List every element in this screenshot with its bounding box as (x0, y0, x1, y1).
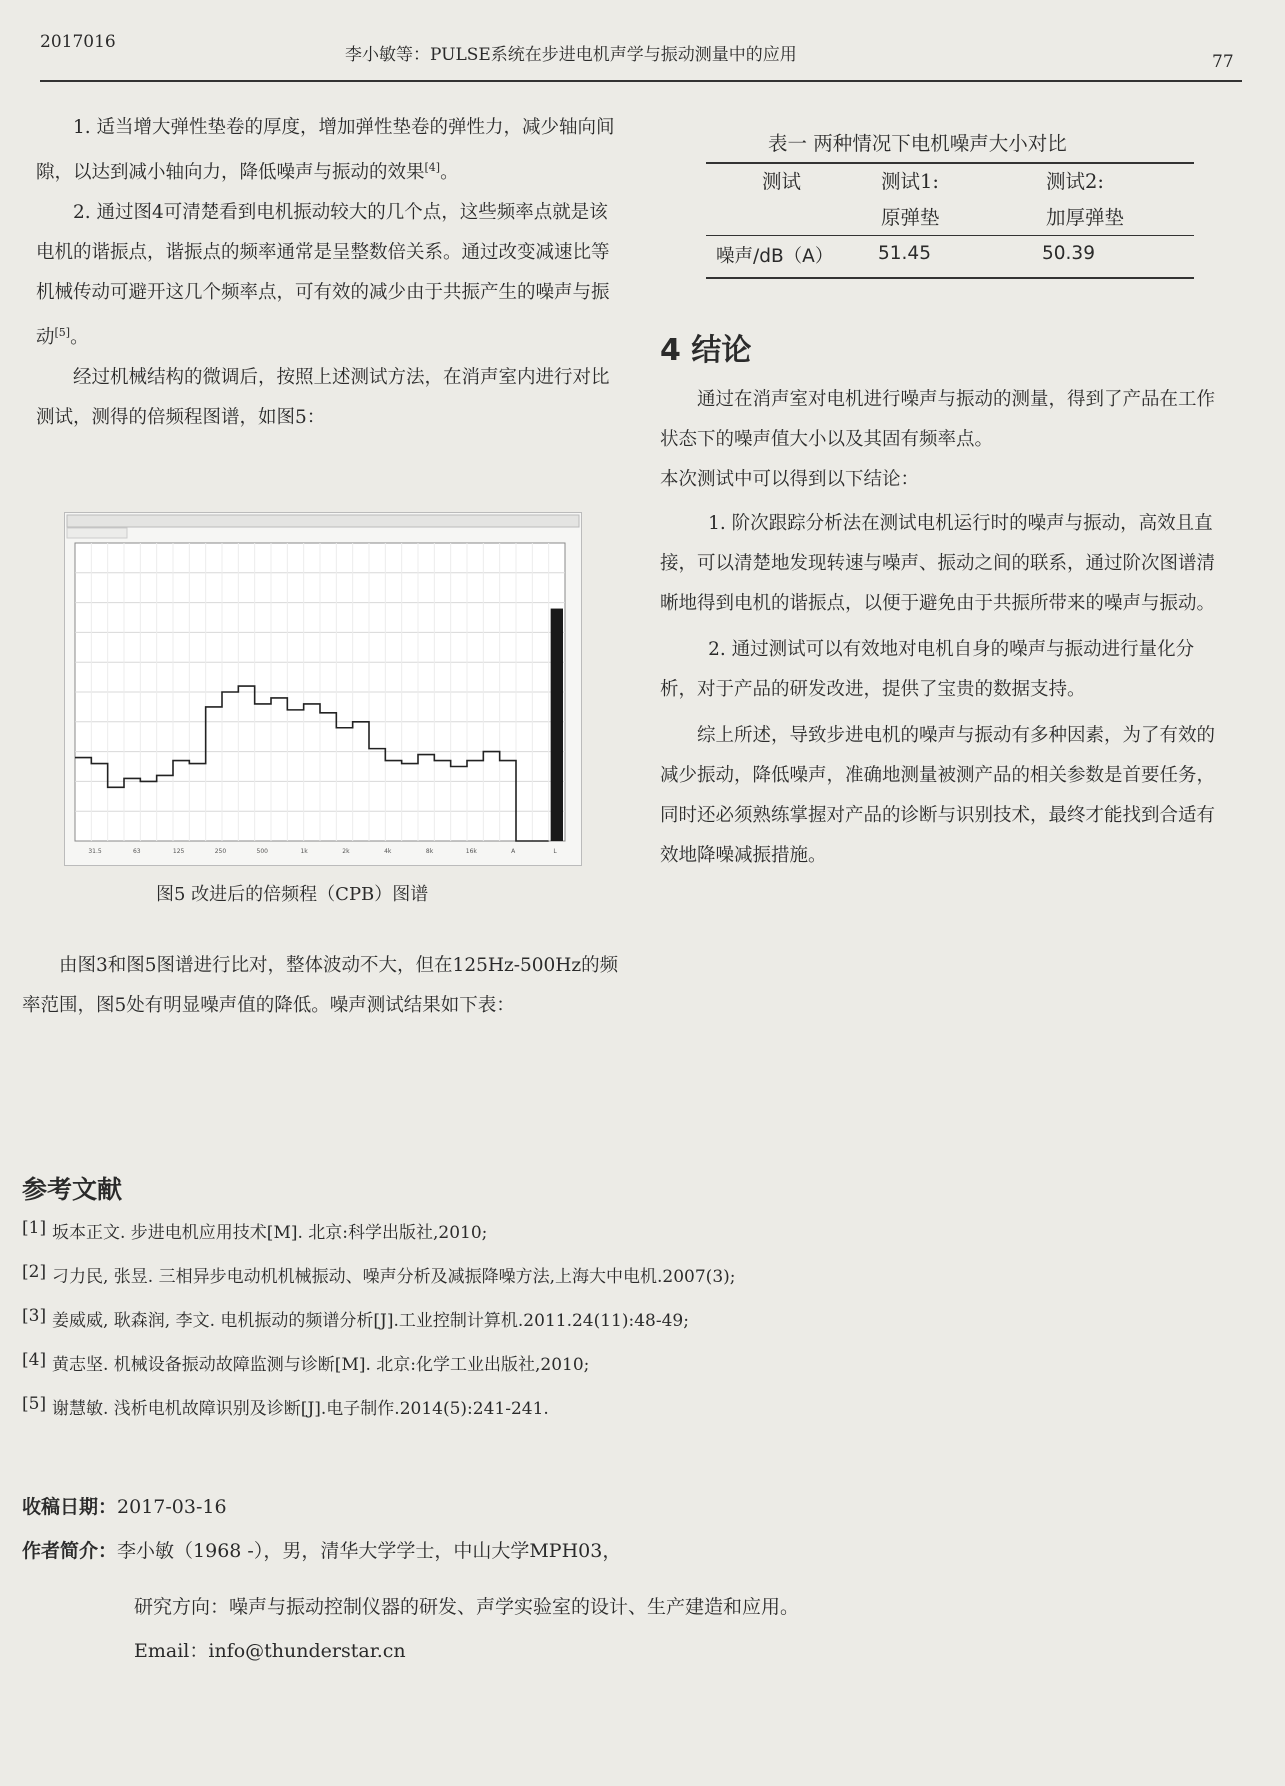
x-tick-label: 31.5 (88, 848, 102, 855)
paragraph-4: 由图3和图5图谱进行比对，整体波动不大，但在125Hz-500Hz的频率范围，图5处有明显噪声值的降低。噪声测试结果如下表： (22, 955, 619, 1016)
conclusion-summary: 综上所述，导致步进电机的噪声与振动有多种因素，为了有效的减少振动，降低噪声，准确地测量被测产品的相关参数是首要任务，同时还必须熟练掌握对产品的诊断与识别技术，最终才能找到合适有效地降噪减振措施。 (660, 725, 1216, 866)
left-column-upper (36, 108, 621, 438)
section-4-title: 4 结论 (660, 333, 752, 368)
paragraph-2: 2. 通过图4可清楚看到电机振动较大的几个点，这些频率点就是该电机的谐振点，谐振点的频率通常是呈整数倍关系。通过改变减速比等机械传动可避开这几个频率点，可有效的减少由于共振产生的噪声与振动[5]。 (36, 202, 610, 349)
paragraph-3: 经过机械结构的微调后，按照上述测试方法，在消声室内进行对比测试，测得的倍频程图谱，如图5： (36, 367, 610, 429)
conclusion-lead: 本次测试中可以得到以下结论： (660, 469, 920, 490)
table-row-label: 噪声/dB（A） (716, 246, 834, 267)
x-tick-label: 63 (132, 848, 141, 855)
figure-5-caption: 图5 改进后的倍频程（CPB）图谱 (156, 884, 429, 905)
author-bio: 作者简介：李小敏（1968 -），男，清华大学学士，中山大学MPH03， (22, 1540, 622, 1562)
chart-toolbar-strip (67, 515, 579, 527)
x-tick-label: 125 (172, 848, 185, 855)
chart-unit-box (67, 528, 127, 538)
x-tick-label: 1k (300, 848, 308, 855)
citation-5: [5] (54, 326, 71, 340)
reference-item: [3] 姜威威, 耿森润, 李文. 电机振动的频谱分析[J].工业控制计算机.2011.24(11):48-49; (22, 1306, 689, 1331)
received-date: 收稿日期：2017-03-16 (22, 1496, 227, 1518)
table-header-test2: 测试2: (1046, 170, 1104, 193)
x-tick-label: 4k (384, 848, 392, 855)
reference-item: [1] 坂本正文. 步进电机应用技术[M]. 北京:科学出版社,2010; (22, 1218, 488, 1243)
x-tick-label: 500 (256, 848, 268, 855)
overall-level-bar (551, 609, 563, 841)
page-number: 77 (1212, 52, 1234, 72)
reference-item: [2] 刁力民, 张昱. 三相异步电动机机械振动、噪声分析及减振降噪方法,上海大中电机.2007(3); (22, 1262, 736, 1287)
x-tick-label: 8k (425, 848, 434, 855)
x-tick-label: 16k (465, 848, 477, 855)
reference-item: [4] 黄志坚. 机械设备振动故障监测与诊断[M]. 北京:化学工业出版社,2010; (22, 1350, 590, 1375)
right-column (660, 380, 1230, 876)
table-mid-rule (706, 235, 1194, 236)
table-cell-test1: 51.45 (878, 243, 931, 264)
table-header-test1: 测试1: (881, 170, 939, 193)
reference-item: [5] 谢慧敏. 浅析电机故障识别及诊断[J].电子制作.2014(5):241-241. (22, 1394, 549, 1419)
citation-4: [4] (424, 161, 441, 174)
table-bottom-rule (706, 277, 1194, 279)
table-cell-test2: 50.39 (1042, 243, 1095, 264)
table-header-test2-sub: 加厚弹垫 (1046, 206, 1125, 229)
references-title: 参考文献 (22, 1175, 123, 1204)
conclusion-intro: 通过在消声室对电机进行噪声与振动的测量，得到了产品在工作状态下的噪声值大小以及其固有频率点。 (660, 389, 1216, 450)
conclusion-point-1: 1. 阶次跟踪分析法在测试电机运行时的噪声与振动，高效且直接，可以清楚地发现转速与噪声、振动之间的联系，通过阶次图谱清晰地得到电机的谐振点，以便于避免由于共振所带来的噪声与振动。 (660, 513, 1216, 614)
figure-5-chart (64, 512, 582, 866)
table-header-test1-sub: 原弹垫 (881, 206, 940, 229)
x-tick-label: L (553, 848, 557, 855)
table-1-caption: 表一 两种情况下电机噪声大小对比 (768, 132, 1067, 155)
x-tick-label: 250 (214, 848, 227, 855)
research-direction: 研究方向：噪声与振动控制仪器的研发、声学实验室的设计、生产建造和应用。 (134, 1596, 800, 1618)
running-title: 李小敏等：PULSE系统在步进电机声学与振动测量中的应用 (345, 45, 797, 65)
cpb-spectrum-svg (65, 513, 581, 865)
references-list (22, 1218, 1082, 1438)
conclusion-point-2: 2. 通过测试可以有效地对电机自身的噪声与振动进行量化分析，对于产品的研发改进，提供了宝贵的数据支持。 (660, 639, 1195, 700)
paragraph-1: 1. 适当增大弹性垫卷的厚度，增加弹性垫卷的弹性力，减少轴向间隙，以达到减小轴向力，降低噪声与振动的效果[4]。 (36, 117, 615, 184)
author-email: Email：info@thunderstar.cn (134, 1640, 406, 1662)
table-header-test: 测试 (762, 170, 802, 193)
table-top-rule (706, 162, 1194, 164)
x-tick-label: A (511, 848, 516, 855)
issue-number: 2017016 (40, 32, 116, 52)
x-tick-label: 2k (342, 848, 350, 855)
header-rule (40, 80, 1242, 82)
left-column-lower (22, 946, 622, 1026)
